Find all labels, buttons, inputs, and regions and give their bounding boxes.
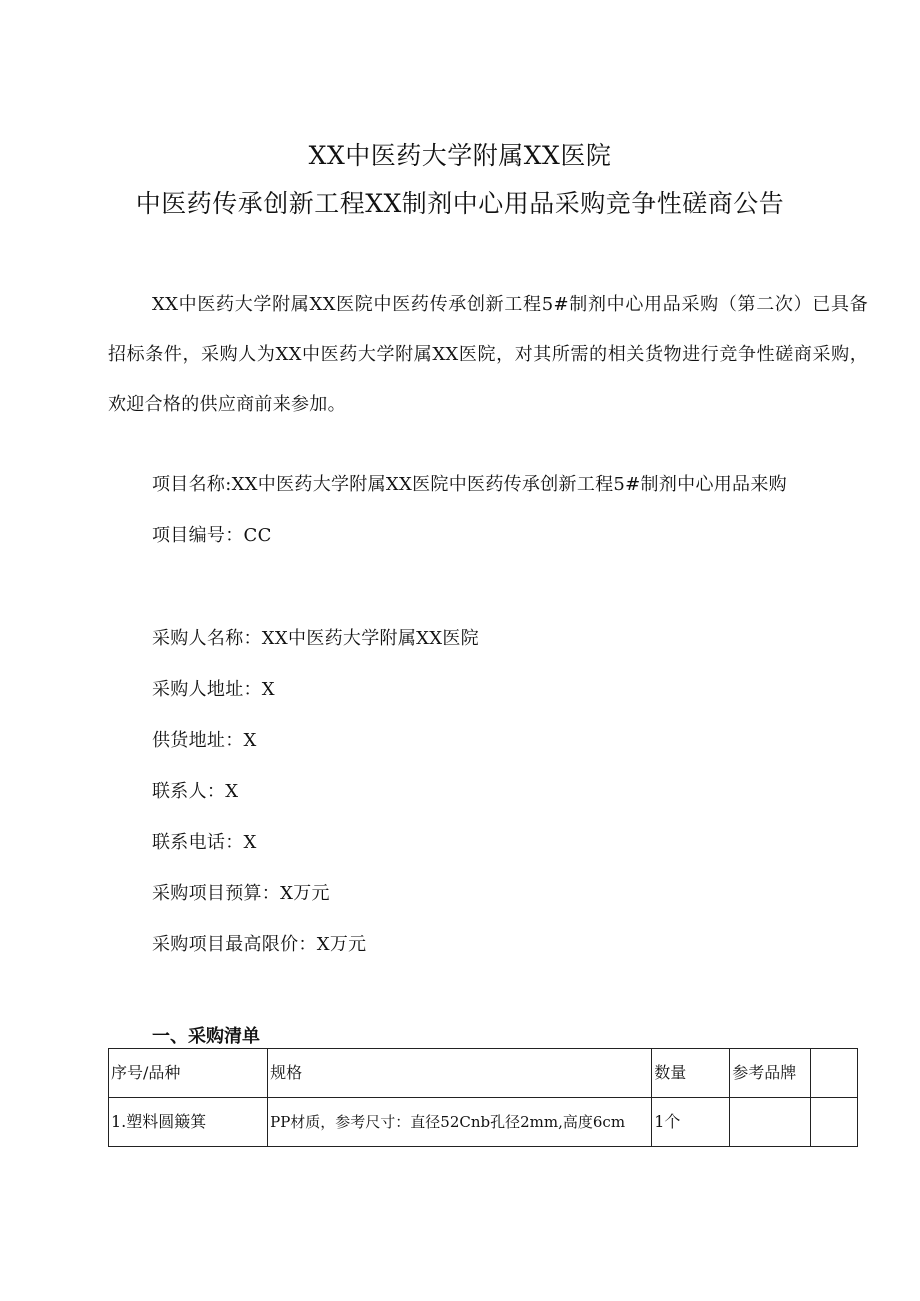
project-name: 项目名称:XX中医药大学附属XX医院中医药传承创新工程5#制剂中心用品来购 — [152, 474, 787, 495]
header-extra — [811, 1049, 858, 1098]
project-max-price: 采购项目最高限价：X万元 — [152, 934, 367, 955]
table-row — [109, 1098, 858, 1147]
cell-spec: PP材质，参考尺寸：直径52Cnb孔径2mm,高度6cm — [268, 1098, 652, 1147]
purchase-list-table — [108, 1048, 858, 1147]
purchaser-address: 采购人地址：X — [152, 679, 275, 700]
project-budget: 采购项目预算：X万元 — [152, 883, 330, 904]
contact-person: 联系人：X — [152, 781, 239, 802]
intro-paragraph: XX中医药大学附属XX医院中医药传承创新工程5#制剂中心用品采购（第二次）已具备招标条件，采购人为XX中医药大学附属XX医院，对其所需的相关货物进行竞争性磋商采购，欢迎合格的供应商前来参加。 — [108, 294, 868, 415]
project-number: 项目编号：CC — [152, 525, 272, 546]
header-item: 序号/品种 — [109, 1049, 268, 1098]
cell-extra — [811, 1098, 858, 1147]
document-title-line1: XX中医药大学附属XX医院 — [308, 141, 612, 170]
cell-item: 1.塑料圆簸箕 — [109, 1098, 268, 1147]
section-heading-purchase-list: 一、采购清单 — [152, 1026, 260, 1047]
table-header-row — [109, 1049, 858, 1098]
header-brand: 参考品牌 — [730, 1049, 811, 1098]
purchaser-name: 采购人名称：XX中医药大学附属XX医院 — [152, 628, 479, 649]
delivery-address: 供货地址：X — [152, 730, 257, 751]
cell-brand — [730, 1098, 811, 1147]
cell-qty: 1个 — [652, 1098, 730, 1147]
header-spec: 规格 — [268, 1049, 652, 1098]
header-qty: 数量 — [652, 1049, 730, 1098]
contact-phone: 联系电话：X — [152, 832, 257, 853]
document-title-line2: 中医药传承创新工程XX制剂中心用品采购竞争性磋商公告 — [135, 189, 785, 218]
